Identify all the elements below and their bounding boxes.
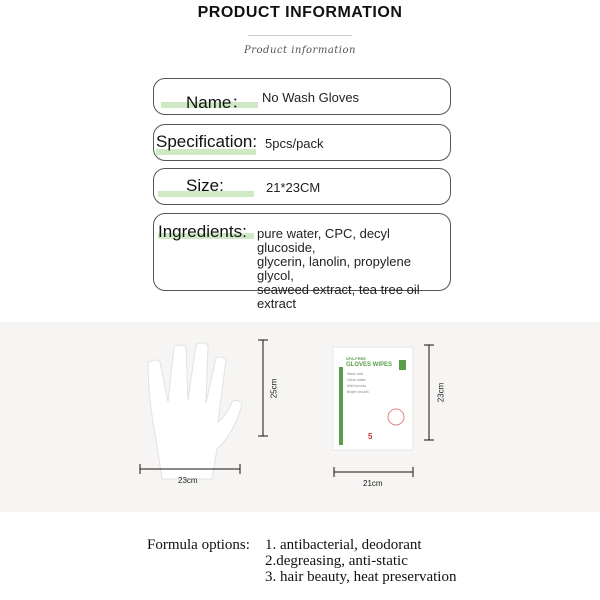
pack-bullet: Bright smooth	[347, 390, 369, 394]
formula-label: Formula options:	[147, 537, 250, 553]
pack-bullet: Clean water	[347, 378, 366, 382]
glove-image	[148, 343, 242, 479]
size-value: 21*23CM	[266, 180, 321, 195]
specification-value: 5pcs/pack	[265, 136, 324, 151]
ingredients-line: extract	[257, 296, 297, 311]
measure-lines	[0, 322, 600, 512]
name-label: Name：	[186, 93, 249, 112]
page-subtitle: Product information	[244, 45, 356, 56]
pack-count: 5	[368, 432, 373, 441]
ingredients-line: pure water, CPC, decyl glucoside,	[257, 226, 390, 255]
ingredients-value	[257, 227, 450, 311]
ingredients-label: Ingredients:	[158, 222, 247, 241]
pack-bullets	[347, 371, 369, 395]
size-label: Size:	[186, 176, 224, 195]
specification-label: Specification:	[156, 132, 258, 151]
pack-brand: SPA-FREE	[346, 356, 366, 361]
glove-height: 25cm	[269, 378, 279, 399]
pack-name: GLOVES WIPES	[346, 362, 393, 368]
name-box	[153, 78, 451, 115]
product-photo	[0, 322, 600, 512]
ingredients-box	[153, 213, 451, 311]
name-value: No Wash Gloves	[262, 90, 360, 105]
formula-option: 2.degreasing, anti-static	[265, 553, 408, 569]
formula-option: 1. antibacterial, deodorant	[265, 537, 422, 553]
page-title: PRODUCT INFORMATION	[197, 4, 403, 21]
pack-width: 21cm	[363, 479, 383, 488]
formula-option: 3. hair beauty, heat preservation	[265, 569, 457, 585]
pack-bullet: Wash acid	[347, 372, 364, 376]
size-box	[153, 168, 451, 205]
pack-bullet: Mild formula	[347, 384, 367, 388]
pack-height: 23cm	[436, 382, 446, 403]
specification-box	[153, 124, 451, 161]
glove-width: 23cm	[178, 476, 198, 485]
ingredients-line: seaweed extract, tea tree oil	[257, 282, 420, 297]
ingredients-line: glycerin, lanolin, propylene glycol,	[257, 254, 411, 283]
divider	[248, 35, 352, 36]
